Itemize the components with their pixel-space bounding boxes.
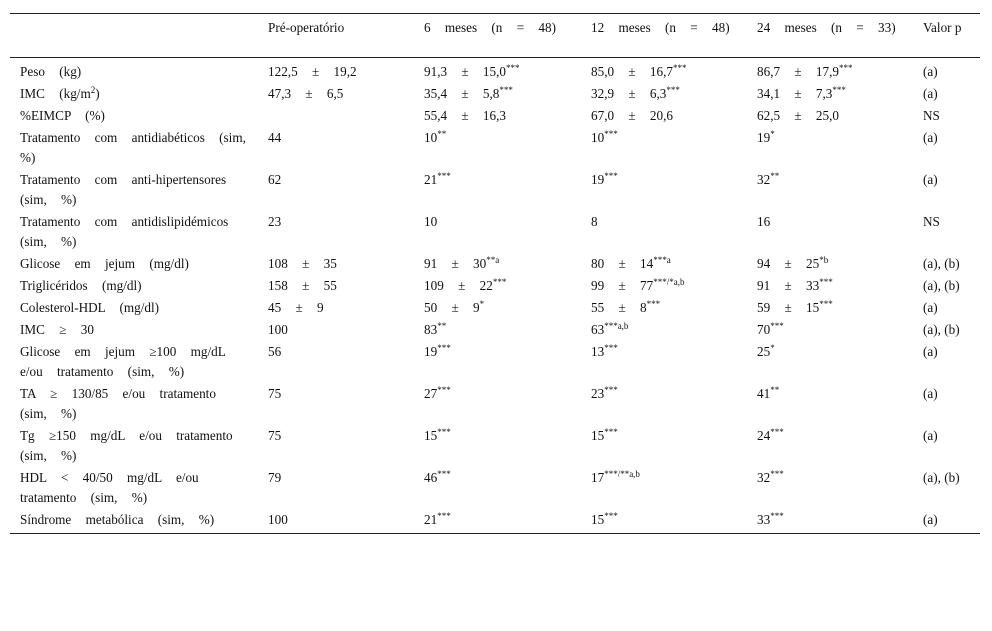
- row-label-text: Tratamento com antidiabéticos (sim, %): [20, 130, 246, 165]
- cell-6-months: [414, 253, 581, 275]
- cell-24-months-significance: ***: [832, 85, 846, 95]
- table-row: [10, 383, 980, 425]
- cell-12-months: [581, 83, 747, 105]
- table-row: [10, 169, 980, 211]
- cell-24-months: [747, 58, 913, 84]
- cell-pre-op: [258, 275, 414, 297]
- row-label-text: Triglicéridos (mg/dl): [20, 278, 142, 293]
- table-row: [10, 319, 980, 341]
- cell-12-months: [581, 425, 747, 467]
- cell-24-months: [747, 467, 913, 509]
- cell-24-months: [747, 127, 913, 169]
- cell-6-months-significance: **a: [486, 255, 500, 265]
- cell-6-months-text: 19: [424, 344, 438, 359]
- cell-p-value-text: (a): [923, 386, 938, 401]
- cell-24-months-text: 16: [757, 214, 771, 229]
- cell-6-months-text: 10: [424, 214, 438, 229]
- cell-p-value-text: (a): [923, 428, 938, 443]
- cell-pre-op: [258, 509, 414, 534]
- cell-p-value: [913, 467, 980, 509]
- cell-6-months-significance: *: [479, 299, 485, 309]
- cell-p-value-text: NS: [923, 108, 940, 123]
- header-p-value: Valor p: [913, 14, 980, 58]
- cell-6-months: [414, 297, 581, 319]
- cell-pre-op: [258, 105, 414, 127]
- cell-24-months-significance: ***: [819, 299, 833, 309]
- cell-12-months-text: 80 ± 14: [591, 256, 654, 271]
- cell-12-months-significance: ***a: [653, 255, 671, 265]
- cell-12-months-text: 32,9 ± 6,3: [591, 86, 667, 101]
- cell-24-months-significance: *: [770, 343, 775, 353]
- cell-12-months-significance: ***: [604, 171, 618, 181]
- cell-pre-op-text: 79: [268, 470, 282, 485]
- cell-24-months-text: 41: [757, 386, 771, 401]
- cell-p-value: [913, 383, 980, 425]
- cell-12-months-text: 23: [591, 386, 605, 401]
- cell-p-value: [913, 275, 980, 297]
- cell-24-months: [747, 319, 913, 341]
- row-label-text: HDL < 40/50 mg/dL e/ou tratamento (sim, %): [20, 470, 199, 505]
- row-label-text: Glicose em jejum (mg/dl): [20, 256, 189, 271]
- cell-12-months: [581, 211, 747, 253]
- cell-6-months: [414, 341, 581, 383]
- cell-12-months-significance: ***: [604, 129, 618, 139]
- cell-p-value: [913, 341, 980, 383]
- cell-12-months: [581, 105, 747, 127]
- cell-12-months-text: 19: [591, 172, 605, 187]
- cell-6-months-text: 91 ± 30: [424, 256, 487, 271]
- table-row: [10, 341, 980, 383]
- cell-p-value: [913, 105, 980, 127]
- cell-12-months-significance: ***: [646, 299, 661, 309]
- cell-12-months-significance: ***: [604, 511, 618, 521]
- table-row: [10, 253, 980, 275]
- table-row: [10, 127, 980, 169]
- table-row: [10, 509, 980, 534]
- row-label: [10, 319, 258, 341]
- cell-p-value: [913, 169, 980, 211]
- row-label: [10, 169, 258, 211]
- row-label: [10, 297, 258, 319]
- cell-24-months-significance: ***: [770, 427, 784, 437]
- cell-pre-op: [258, 58, 414, 84]
- cell-24-months-text: 25: [757, 344, 771, 359]
- table-row: [10, 58, 980, 84]
- cell-pre-op-text: 56: [268, 344, 282, 359]
- cell-pre-op: [258, 253, 414, 275]
- cell-24-months: [747, 509, 913, 534]
- cell-6-months: [414, 105, 581, 127]
- cell-6-months-text: 91,3 ± 15,0: [424, 64, 506, 79]
- row-label: [10, 105, 258, 127]
- cell-p-value-text: (a): [923, 300, 938, 315]
- row-label-text: Peso (kg): [20, 64, 82, 79]
- cell-12-months-text: 10: [591, 130, 605, 145]
- cell-12-months: [581, 275, 747, 297]
- cell-24-months: [747, 211, 913, 253]
- cell-pre-op: [258, 467, 414, 509]
- cell-12-months-text: 8: [591, 214, 598, 229]
- cell-pre-op: [258, 383, 414, 425]
- cell-12-months-text: 15: [591, 512, 605, 527]
- cell-12-months-text: 63: [591, 322, 605, 337]
- cell-12-months: [581, 253, 747, 275]
- row-label-text: Tratamento com antidislipidémicos (sim, %): [20, 214, 229, 249]
- cell-p-value: [913, 297, 980, 319]
- cell-12-months: [581, 319, 747, 341]
- row-label: [10, 127, 258, 169]
- cell-24-months: [747, 425, 913, 467]
- cell-6-months: [414, 275, 581, 297]
- cell-24-months-significance: **: [770, 171, 780, 181]
- cell-6-months: [414, 127, 581, 169]
- cell-6-months-significance: ***: [437, 427, 451, 437]
- cell-6-months-significance: ***: [437, 469, 451, 479]
- cell-24-months: [747, 253, 913, 275]
- row-label-text: IMC (kg/m: [20, 86, 91, 101]
- cell-12-months: [581, 509, 747, 534]
- cell-p-value: [913, 127, 980, 169]
- cell-12-months: [581, 127, 747, 169]
- row-label-text: Glicose em jejum ≥100 mg/dL e/ou tratamento (sim, %): [20, 344, 226, 379]
- cell-pre-op: [258, 319, 414, 341]
- cell-pre-op: [258, 83, 414, 105]
- cell-24-months: [747, 83, 913, 105]
- cell-12-months: [581, 297, 747, 319]
- table-body: [10, 58, 980, 534]
- row-label-text: TA ≥ 130/85 e/ou tratamento (sim, %): [20, 386, 216, 421]
- row-label: [10, 509, 258, 534]
- cell-pre-op-text: 122,5 ± 19,2: [268, 64, 357, 79]
- cell-pre-op: [258, 425, 414, 467]
- cell-12-months-text: 17: [591, 470, 605, 485]
- cell-24-months-text: 33: [757, 512, 771, 527]
- cell-24-months-significance: ***: [770, 511, 784, 521]
- cell-24-months-significance: ***: [819, 277, 833, 287]
- header-6-months: 6 meses (n = 48): [414, 14, 581, 58]
- cell-6-months-significance: ***: [506, 63, 520, 73]
- cell-12-months: [581, 383, 747, 425]
- row-label-suffix: ): [95, 86, 100, 101]
- row-label: [10, 253, 258, 275]
- cell-24-months-significance: ***: [770, 321, 784, 331]
- cell-12-months: [581, 341, 747, 383]
- cell-6-months-text: 10: [424, 130, 438, 145]
- cell-24-months: [747, 341, 913, 383]
- header-label-col: [10, 14, 258, 58]
- row-label: [10, 467, 258, 509]
- cell-24-months-text: 34,1 ± 7,3: [757, 86, 833, 101]
- cell-6-months-text: 46: [424, 470, 438, 485]
- cell-12-months-text: 13: [591, 344, 605, 359]
- cell-12-months-text: 99 ± 77: [591, 278, 654, 293]
- cell-pre-op: [258, 127, 414, 169]
- cell-6-months: [414, 83, 581, 105]
- row-label-text: Colesterol-HDL (mg/dl): [20, 300, 160, 315]
- row-label-text: Tg ≥150 mg/dL e/ou tratamento (sim, %): [20, 428, 233, 463]
- cell-12-months-significance: ***: [673, 63, 687, 73]
- cell-pre-op-text: 100: [268, 322, 288, 337]
- cell-6-months-significance: **: [437, 129, 447, 139]
- cell-6-months: [414, 383, 581, 425]
- cell-6-months-significance: ***: [437, 343, 451, 353]
- cell-p-value-text: (a): [923, 512, 938, 527]
- cell-24-months-significance: **: [770, 385, 780, 395]
- cell-p-value-text: (a): [923, 86, 938, 101]
- row-label: [10, 58, 258, 84]
- cell-pre-op: [258, 169, 414, 211]
- cell-12-months: [581, 467, 747, 509]
- cell-12-months: [581, 169, 747, 211]
- cell-pre-op: [258, 341, 414, 383]
- table-row: [10, 83, 980, 105]
- cell-6-months: [414, 319, 581, 341]
- cell-24-months-significance: *: [770, 129, 775, 139]
- cell-12-months-text: 85,0 ± 16,7: [591, 64, 673, 79]
- cell-24-months: [747, 169, 913, 211]
- cell-24-months-text: 32: [757, 470, 771, 485]
- cell-12-months-significance: ***: [666, 85, 680, 95]
- cell-6-months-text: 35,4 ± 5,8: [424, 86, 500, 101]
- cell-pre-op-text: 108 ± 35: [268, 256, 337, 271]
- cell-p-value: [913, 253, 980, 275]
- row-label: [10, 383, 258, 425]
- header-24-months: 24 meses (n = 33): [747, 14, 913, 58]
- cell-pre-op-text: 47,3 ± 6,5: [268, 86, 344, 101]
- cell-24-months-text: 70: [757, 322, 771, 337]
- cell-6-months-text: 50 ± 9: [424, 300, 480, 315]
- row-label: [10, 275, 258, 297]
- cell-p-value-text: (a), (b): [923, 470, 960, 485]
- cell-12-months-significance: ***: [604, 427, 618, 437]
- cell-6-months-text: 109 ± 22: [424, 278, 493, 293]
- cell-12-months-significance: ***/*a,b: [653, 277, 685, 287]
- cell-12-months-text: 55 ± 8: [591, 300, 647, 315]
- header-12-months: 12 meses (n = 48): [581, 14, 747, 58]
- cell-6-months-significance: ***: [499, 85, 513, 95]
- cell-p-value-text: (a), (b): [923, 256, 960, 271]
- cell-24-months-text: 32: [757, 172, 771, 187]
- cell-pre-op-text: 75: [268, 386, 282, 401]
- cell-24-months: [747, 275, 913, 297]
- cell-pre-op-text: 75: [268, 428, 282, 443]
- cell-24-months-text: 86,7 ± 17,9: [757, 64, 839, 79]
- cell-p-value-text: (a): [923, 172, 938, 187]
- cell-12-months: [581, 58, 747, 84]
- cell-24-months-significance: ***: [770, 469, 784, 479]
- row-label-text: %EIMCP (%): [20, 108, 105, 123]
- cell-6-months-text: 83: [424, 322, 438, 337]
- row-label: [10, 211, 258, 253]
- table-row: [10, 425, 980, 467]
- cell-6-months-text: 21: [424, 172, 438, 187]
- cell-pre-op-text: 45 ± 9: [268, 300, 324, 315]
- row-label-significance: 2: [90, 85, 96, 95]
- cell-24-months: [747, 297, 913, 319]
- cell-pre-op-text: 62: [268, 172, 282, 187]
- header-pre-op: Pré-operatório: [258, 14, 414, 58]
- cell-6-months: [414, 58, 581, 84]
- cell-p-value: [913, 319, 980, 341]
- cell-24-months-significance: *b: [819, 255, 829, 265]
- table-row: [10, 275, 980, 297]
- cell-pre-op-text: 44: [268, 130, 282, 145]
- cell-p-value-text: (a): [923, 344, 938, 359]
- cell-12-months-text: 15: [591, 428, 605, 443]
- cell-6-months-significance: ***: [437, 385, 451, 395]
- cell-24-months-text: 94 ± 25: [757, 256, 820, 271]
- row-label-text: Síndrome metabólica (sim, %): [20, 512, 215, 527]
- row-label: [10, 83, 258, 105]
- cell-24-months-text: 59 ± 15: [757, 300, 820, 315]
- cell-6-months-significance: ***: [492, 277, 507, 287]
- cell-pre-op: [258, 297, 414, 319]
- cell-p-value: [913, 58, 980, 84]
- cell-12-months-significance: ***: [604, 343, 618, 353]
- table-row: [10, 297, 980, 319]
- cell-p-value: [913, 211, 980, 253]
- cell-24-months-text: 62,5 ± 25,0: [757, 108, 839, 123]
- row-label: [10, 341, 258, 383]
- cell-12-months-significance: ***: [604, 385, 618, 395]
- cell-p-value-text: (a), (b): [923, 278, 960, 293]
- cell-p-value: [913, 425, 980, 467]
- cell-12-months-text: 67,0 ± 20,6: [591, 108, 673, 123]
- cell-pre-op-text: 100: [268, 512, 288, 527]
- results-table-container: [10, 13, 980, 534]
- row-label-text: Tratamento com anti-hipertensores (sim, %): [20, 172, 227, 207]
- row-label-text: IMC ≥ 30: [20, 322, 94, 337]
- cell-p-value: [913, 509, 980, 534]
- cell-6-months: [414, 425, 581, 467]
- cell-6-months-text: 27: [424, 386, 438, 401]
- cell-6-months-significance: ***: [437, 511, 451, 521]
- results-table: [10, 13, 980, 534]
- cell-6-months: [414, 509, 581, 534]
- table-row: [10, 211, 980, 253]
- cell-p-value-text: (a): [923, 64, 938, 79]
- cell-24-months-text: 19: [757, 130, 771, 145]
- header-row: [10, 14, 980, 58]
- cell-24-months-significance: ***: [839, 63, 853, 73]
- cell-6-months: [414, 467, 581, 509]
- table-row: [10, 467, 980, 509]
- cell-p-value-text: NS: [923, 214, 940, 229]
- cell-pre-op: [258, 211, 414, 253]
- cell-24-months: [747, 105, 913, 127]
- table-header: [10, 14, 980, 58]
- cell-24-months: [747, 383, 913, 425]
- cell-6-months-text: 15: [424, 428, 438, 443]
- cell-6-months-significance: ***: [437, 171, 451, 181]
- table-row: [10, 105, 980, 127]
- cell-12-months-significance: ***a,b: [604, 321, 629, 331]
- cell-6-months-significance: **: [437, 321, 447, 331]
- cell-6-months: [414, 211, 581, 253]
- cell-pre-op-text: 158 ± 55: [268, 278, 337, 293]
- cell-p-value: [913, 83, 980, 105]
- cell-pre-op-text: 23: [268, 214, 282, 229]
- cell-24-months-text: 91 ± 33: [757, 278, 820, 293]
- cell-6-months-text: 21: [424, 512, 438, 527]
- cell-6-months: [414, 169, 581, 211]
- cell-12-months-significance: ***/**a,b: [604, 469, 640, 479]
- cell-p-value-text: (a), (b): [923, 322, 960, 337]
- cell-24-months-text: 24: [757, 428, 771, 443]
- row-label: [10, 425, 258, 467]
- cell-6-months-text: 55,4 ± 16,3: [424, 108, 506, 123]
- cell-p-value-text: (a): [923, 130, 938, 145]
